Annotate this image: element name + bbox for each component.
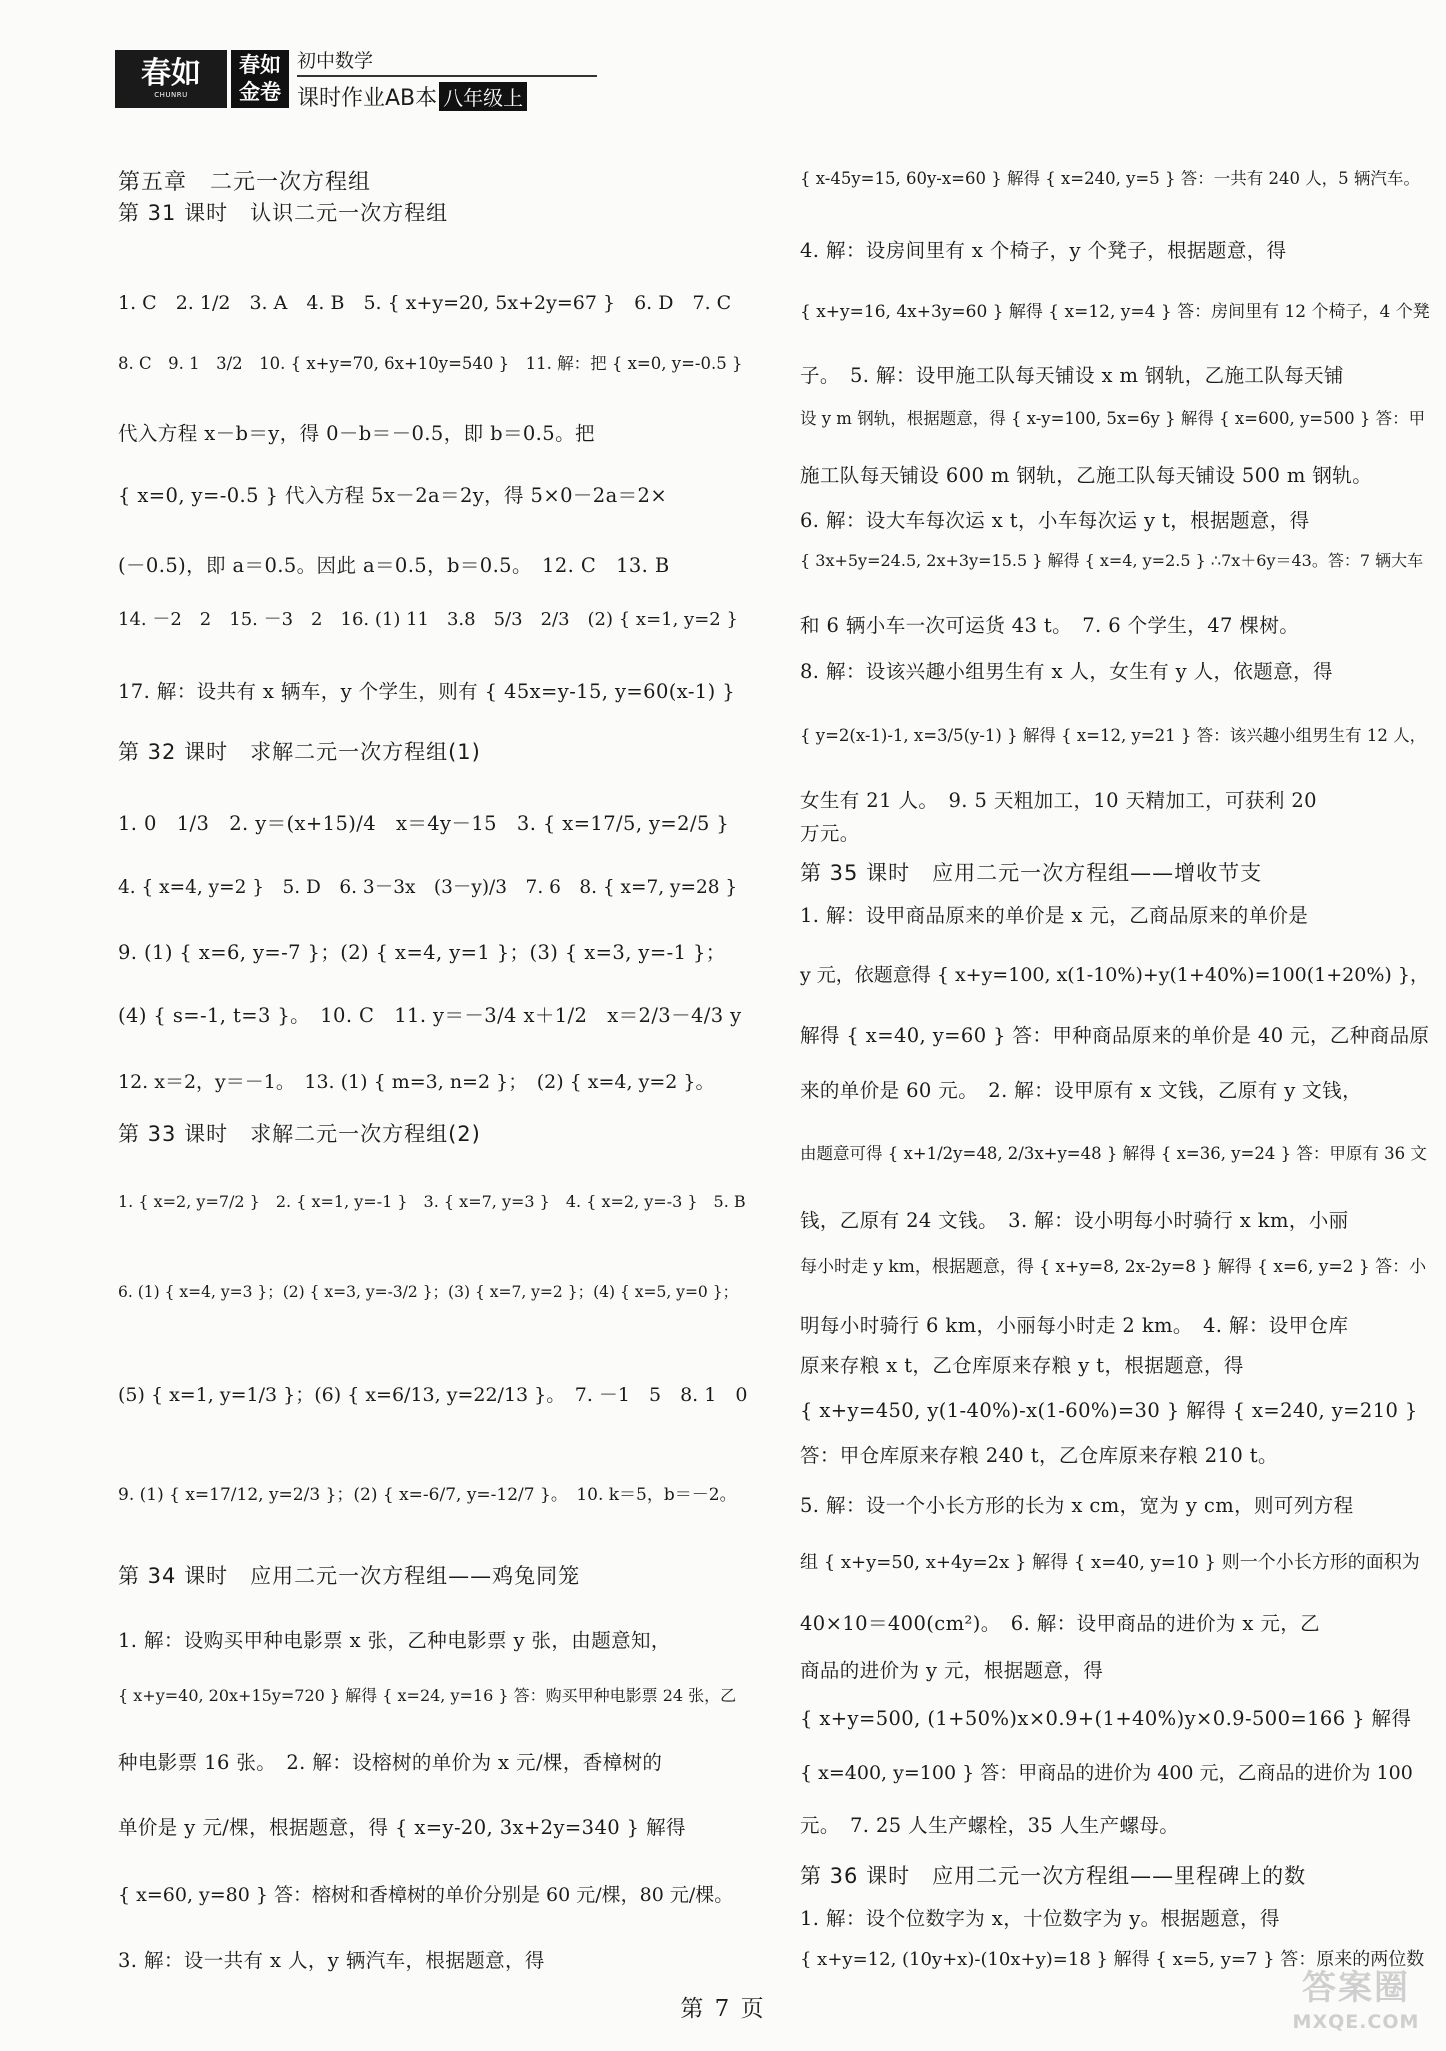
brand-logo-subtext: CHUNRU	[154, 91, 188, 99]
answer-line: 女生有 21 人。 9. 5 天粗加工，10 天精加工，可获利 20	[800, 789, 1317, 812]
answer-line: 答：甲仓库原来存粮 240 t，乙仓库原来存粮 210 t。	[800, 1444, 1278, 1467]
answer-line: { y=2(x-1)-1, x=3/5(y-1) } 解得 { x=12, y=21 } 答：该兴趣小组男生有 12 人，	[800, 726, 1427, 745]
answer-line: { x=60, y=80 } 答：榕树和香樟树的单价分别是 60 元/棵，80 元/棵。	[118, 1884, 734, 1906]
answer-line: 由题意可得 { x+1/2y=48, 2/3x+y=48 } 解得 { x=36, y=24 } 答：甲原有 36 文	[800, 1144, 1427, 1163]
answer-line: 8. 解：设该兴趣小组男生有 x 人，女生有 y 人，依题意，得	[800, 660, 1333, 683]
section-heading: 第 36 课时 应用二元一次方程组——里程碑上的数	[800, 1864, 1307, 1888]
answer-line: 子。 5. 解：设甲施工队每天铺设 x m 钢轨，乙施工队每天铺	[800, 364, 1344, 387]
answer-line: 1. 解：设甲商品原来的单价是 x 元，乙商品原来的单价是	[800, 904, 1309, 927]
answer-line: 1. { x=2, y=7/2 } 2. { x=1, y=-1 } 3. { x=7, y=3 } 4. { x=2, y=-3 } 5. B	[118, 1192, 746, 1211]
answer-line: 5. 解：设一个小长方形的长为 x cm，宽为 y cm，则可列方程	[800, 1494, 1354, 1517]
answer-line: (－0.5)，即 a＝0.5。因此 a＝0.5，b＝0.5。 12. C 13. B	[118, 554, 670, 577]
answer-line: { x+y=500, (1+50%)x×0.9+(1+40%)y×0.9-500=166 } 解得	[800, 1707, 1412, 1730]
answer-line: { 3x+5y=24.5, 2x+3y=15.5 } 解得 { x=4, y=2.5 } ∴7x＋6y＝43。答：7 辆大车	[800, 551, 1424, 570]
answer-line: 每小时走 y km，根据题意，得 { x+y=8, 2x-2y=8 } 解得 { x=6, y=2 } 答：小	[800, 1257, 1427, 1277]
watermark-url: MXQE.COM	[1292, 2011, 1420, 2033]
answer-line: { x+y=12, (10y+x)-(10x+y)=18 } 解得 { x=5, y=7 } 答：原来的两位数	[800, 1949, 1425, 1970]
answer-line: 商品的进价为 y 元，根据题意，得	[800, 1659, 1104, 1682]
answer-line: 6. (1) { x=4, y=3 }；(2) { x=3, y=-3/2 }；(3) { x=7, y=2 }；(4) { x=5, y=0 }；	[118, 1283, 739, 1301]
book-title	[297, 81, 597, 112]
watermark-logo-text: 答案圈	[1302, 1968, 1410, 2008]
answer-line: 1. 解：设个位数字为 x，十位数字为 y。根据题意，得	[800, 1907, 1280, 1930]
answer-line: 1. 解：设购买甲种电影票 x 张，乙种电影票 y 张，由题意知，	[118, 1629, 671, 1652]
answer-line: 明每小时骑行 6 km，小丽每小时走 2 km。 4. 解：设甲仓库	[800, 1314, 1349, 1337]
answer-line: 17. 解：设共有 x 辆车，y 个学生，则有 { 45x=y-15, y=60(x-1) }	[118, 680, 736, 703]
series-badge	[231, 50, 289, 108]
answer-line: 9. (1) { x=6, y=-7 }；(2) { x=4, y=1 }；(3) { x=3, y=-1 }；	[118, 941, 726, 964]
page-header	[115, 42, 597, 116]
answer-line: { x+y=16, 4x+3y=60 } 解得 { x=12, y=4 } 答：房间里有 12 个椅子，4 个凳	[800, 302, 1430, 322]
answer-line: 8. C 9. 1 3/2 10. { x+y=70, 6x+10y=540 } 11. 解：把 { x=0, y=-0.5 }	[118, 354, 743, 373]
answer-line: (4) { s=-1, t=3 }。 10. C 11. y＝－3/4 x＋1/2 x＝2/3－4/3 y	[118, 1004, 742, 1027]
answer-line: 代入方程 x－b＝y，得 0－b＝－0.5，即 b＝0.5。把	[118, 422, 595, 445]
answer-line: 设 y m 钢轨，根据题意，得 { x-y=100, 5x=6y } 解得 { x=600, y=500 } 答：甲	[800, 409, 1426, 428]
answer-line: 解得 { x=40, y=60 } 答：甲种商品原来的单价是 40 元，乙种商品原	[800, 1024, 1430, 1047]
answer-line: 9. (1) { x=17/12, y=2/3 }；(2) { x=-6/7, y=-12/7 }。 10. k＝5，b＝－2。	[118, 1485, 737, 1505]
answer-line: 元。 7. 25 人生产螺栓，35 人生产螺母。	[800, 1814, 1180, 1837]
answer-line: 40×10＝400(cm²)。 6. 解：设甲商品的进价为 x 元，乙	[800, 1612, 1321, 1635]
book-info	[297, 46, 597, 112]
answer-line: { x+y=450, y(1-40%)-x(1-60%)=30 } 解得 { x=240, y=210 }	[800, 1399, 1418, 1422]
series-line-2: 金卷	[239, 80, 281, 104]
answer-line: y 元，依题意得 { x+y=100, x(1-10%)+y(1+40%)=100(1+20%) }，	[800, 964, 1429, 986]
section-heading: 第 31 课时 认识二元一次方程组	[118, 201, 449, 225]
section-heading: 第 32 课时 求解二元一次方程组(1)	[118, 740, 481, 764]
answer-line: { x=400, y=100 } 答：甲商品的进价为 400 元，乙商品的进价为 100	[800, 1762, 1413, 1784]
answer-line: 1. 0 1/3 2. y＝(x+15)/4 x＝4y－15 3. { x=17/5, y=2/5 }	[118, 812, 730, 835]
page-number: 第 7 页	[680, 1996, 766, 2022]
answer-line: 种电影票 16 张。 2. 解：设榕树的单价为 x 元/棵，香樟树的	[118, 1751, 663, 1774]
answer-line: 12. x＝2，y＝－1。 13. (1) { m=3, n=2 }； (2) { x=4, y=2 }。	[118, 1071, 715, 1093]
brand-logo-text: 春如	[141, 56, 201, 91]
section-heading: 第 35 课时 应用二元一次方程组——增收节支	[800, 861, 1263, 885]
section-heading: 第 34 课时 应用二元一次方程组——鸡兔同笼	[118, 1564, 581, 1588]
answer-line: { x=0, y=-0.5 } 代入方程 5x－2a＝2y，得 5×0－2a＝2×	[118, 484, 668, 507]
brand-logo	[115, 50, 227, 108]
book-grade: 八年级上	[439, 82, 527, 111]
answer-line: 14. －2 2 15. －3 2 16. (1) 11 3.8 5/3 2/3 (2) { x=1, y=2 }	[118, 609, 738, 630]
answer-line: 1. C 2. 1/2 3. A 4. B 5. { x+y=20, 5x+2y=67 } 6. D 7. C	[118, 292, 732, 314]
answer-line: 和 6 辆小车一次可运货 43 t。 7. 6 个学生，47 棵树。	[800, 614, 1300, 637]
answer-line: 4. { x=4, y=2 } 5. D 6. 3－3x (3－y)/3 7. 6 8. { x=7, y=28 }	[118, 877, 738, 898]
series-line-1: 春如	[239, 53, 281, 77]
answer-line: 6. 解：设大车每次运 x t，小车每次运 y t，根据题意，得	[800, 509, 1310, 532]
answer-line: 组 { x+y=50, x+4y=2x } 解得 { x=40, y=10 } 则一个小长方形的面积为	[800, 1552, 1420, 1573]
answer-line: 施工队每天铺设 600 m 钢轨，乙施工队每天铺设 500 m 钢轨。	[800, 464, 1373, 487]
section-heading: 第五章 二元一次方程组	[118, 170, 372, 195]
answer-line: 3. 解：设一共有 x 人，y 辆汽车，根据题意，得	[118, 1949, 545, 1972]
answer-line: 单价是 y 元/棵，根据题意，得 { x=y-20, 3x+2y=340 } 解得	[118, 1816, 686, 1839]
answer-line: (5) { x=1, y=1/3 }；(6) { x=6/13, y=22/13 }。 7. －1 5 8. 1 0	[118, 1384, 748, 1406]
section-heading: 第 33 课时 求解二元一次方程组(2)	[118, 1122, 481, 1146]
answer-line: { x+y=40, 20x+15y=720 } 解得 { x=24, y=16 } 答：购买甲种电影票 24 张，乙	[118, 1686, 737, 1705]
answer-line: 万元。	[800, 822, 860, 845]
answer-line: 钱，乙原有 24 文钱。 3. 解：设小明每小时骑行 x km，小丽	[800, 1209, 1349, 1232]
book-subject: 初中数学	[297, 46, 597, 77]
answer-line: 来的单价是 60 元。 2. 解：设甲原有 x 文钱，乙原有 y 文钱，	[800, 1079, 1362, 1102]
answer-line: 原来存粮 x t，乙仓库原来存粮 y t，根据题意，得	[800, 1354, 1244, 1377]
answer-line: 4. 解：设房间里有 x 个椅子，y 个凳子，根据题意，得	[800, 239, 1287, 262]
answer-line: { x-45y=15, 60y-x=60 } 解得 { x=240, y=5 } 答：一共有 240 人，5 辆汽车。	[800, 169, 1420, 188]
watermark-logo	[1280, 1960, 1432, 2040]
book-title-text: 课时作业AB本	[297, 86, 438, 111]
